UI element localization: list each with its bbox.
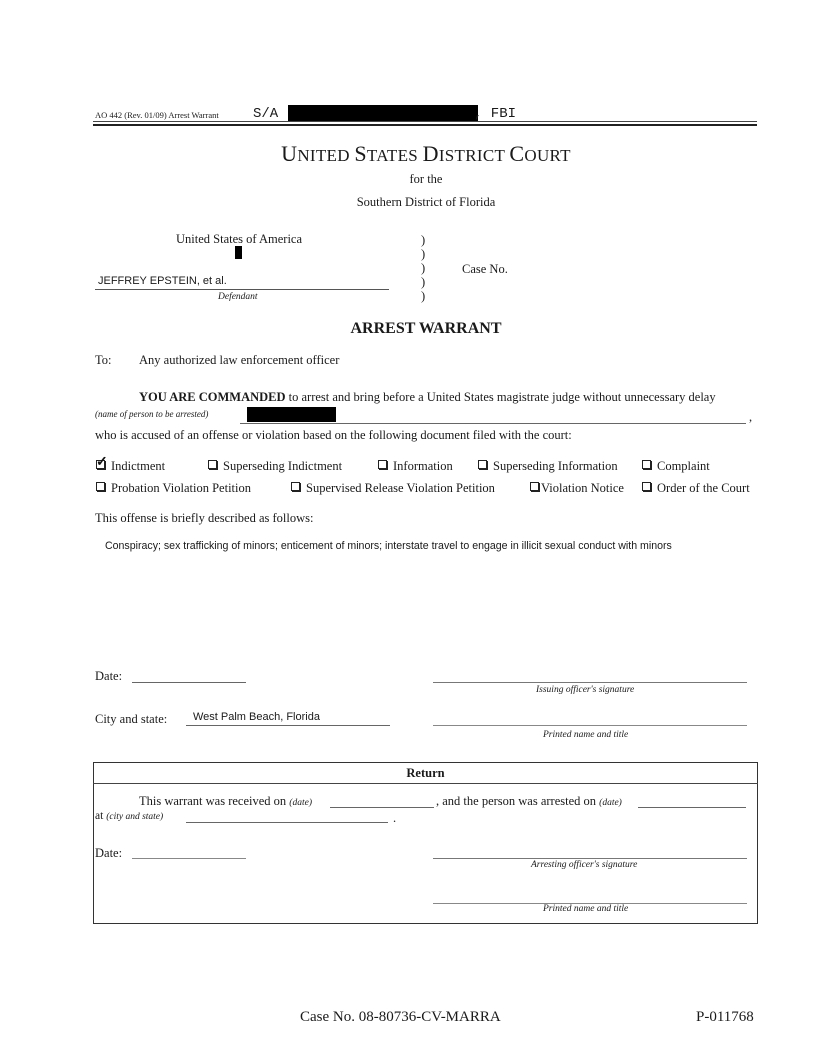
checkbox-icon xyxy=(530,482,539,491)
to-text: Any authorized law enforcement officer xyxy=(139,353,340,367)
agency-label: , FBI xyxy=(474,106,517,122)
checkbox-icon xyxy=(208,460,217,469)
return-title-rule xyxy=(93,783,758,784)
checkbox-order-of-the-court[interactable]: Order of the Court xyxy=(642,481,750,496)
commanded-line xyxy=(139,390,716,405)
issuing-signature-label: Issuing officer's signature xyxy=(536,685,635,695)
commanded-text: to arrest and bring before a United States magistrate judge without unnecessary delay xyxy=(288,390,716,404)
checkbox-indictment[interactable]: ✓Indictment xyxy=(96,459,165,474)
court-title: UNITED STATES DISTRICT COURT xyxy=(281,141,571,166)
return-title: Return xyxy=(406,766,445,780)
checkbox-complaint[interactable]: Complaint xyxy=(642,459,710,474)
arresting-signature-line[interactable] xyxy=(433,858,747,859)
checkbox-icon xyxy=(378,460,387,469)
checkbox-icon xyxy=(478,460,487,469)
name-comma: , xyxy=(749,410,753,424)
for-the-label: for the xyxy=(409,172,443,186)
return-box xyxy=(93,762,758,924)
printed-name-line[interactable] xyxy=(433,725,747,726)
district-name: Southern District of Florida xyxy=(356,195,496,209)
defendant-label: Defendant xyxy=(218,292,258,302)
caption-parens: ) ) ) ) ) xyxy=(421,233,426,303)
to-label: To: xyxy=(95,353,112,367)
return-date-label: Date: xyxy=(95,846,123,860)
return-printed-name-label: Printed name and title xyxy=(543,904,629,914)
at-city-line[interactable] xyxy=(186,822,388,823)
at-period: . xyxy=(393,811,397,825)
agent-prefix: S/A xyxy=(253,106,279,122)
form-id: AO 442 (Rev. 01/09) Arrest Warrant xyxy=(95,110,219,120)
arrested-line: , and the person was arrested on (date) xyxy=(436,794,622,808)
date-line[interactable] xyxy=(132,682,246,683)
city-state-label: City and state: xyxy=(95,712,168,726)
checkbox-icon xyxy=(291,482,300,491)
footer-page-id: P-011768 xyxy=(696,1009,754,1025)
arresting-signature-label: Arresting officer's signature xyxy=(531,860,638,870)
offense-description: Conspiracy; sex trafficking of minors; enticement of minors; interstate travel to engage in illicit sexual conduct with minors xyxy=(105,540,672,552)
header-rule-thick xyxy=(93,124,757,126)
offense-intro: This offense is briefly described as follows: xyxy=(95,511,314,525)
checkbox-violation-notice[interactable]: Violation Notice xyxy=(530,481,624,496)
arrested-date-line[interactable] xyxy=(638,807,746,808)
plaintiff-name: United States of America xyxy=(176,232,303,246)
checkbox-supervised-release-violation-petition[interactable]: Supervised Release Violation Petition xyxy=(291,481,495,496)
redaction-agent-name xyxy=(288,105,478,122)
header-rule-thin xyxy=(93,121,757,122)
date-label: Date: xyxy=(95,669,123,683)
redaction-mark xyxy=(235,246,242,259)
city-state-line xyxy=(186,725,390,726)
name-underline xyxy=(240,423,746,424)
checkbox-information[interactable]: Information xyxy=(378,459,453,474)
case-no-label: Case No. xyxy=(462,262,508,276)
checkbox-probation-violation-petition[interactable]: Probation Violation Petition xyxy=(96,481,251,496)
city-state-value: West Palm Beach, Florida xyxy=(193,711,320,723)
checkbox-superseding-information[interactable]: Superseding Information xyxy=(478,459,618,474)
checkbox-icon-checked xyxy=(96,460,105,469)
defendant-underline xyxy=(95,289,389,290)
received-date-line[interactable] xyxy=(330,807,434,808)
checkbox-superseding-indictment[interactable]: Superseding Indictment xyxy=(208,459,342,474)
issuing-signature-line[interactable] xyxy=(433,682,747,683)
checkbox-icon xyxy=(642,482,651,491)
checkbox-icon xyxy=(96,482,105,491)
footer-case-number: Case No. 08-80736-CV-MARRA xyxy=(300,1009,501,1025)
warrant-title: ARREST WARRANT xyxy=(350,320,502,337)
printed-name-label: Printed name and title xyxy=(543,730,629,740)
accused-text: who is accused of an offense or violation based on the following document filed with the court: xyxy=(95,428,572,442)
at-line: at (city and state) xyxy=(95,810,164,822)
received-line: This warrant was received on (date) xyxy=(139,794,312,808)
return-date-line[interactable] xyxy=(132,858,246,859)
redaction-arrestee-name xyxy=(247,407,336,422)
checkbox-icon xyxy=(642,460,651,469)
commanded-bold: YOU ARE COMMANDED xyxy=(139,390,286,404)
defendant-name: JEFFREY EPSTEIN, et al. xyxy=(98,275,227,287)
name-label: (name of person to be arrested) xyxy=(95,409,209,419)
